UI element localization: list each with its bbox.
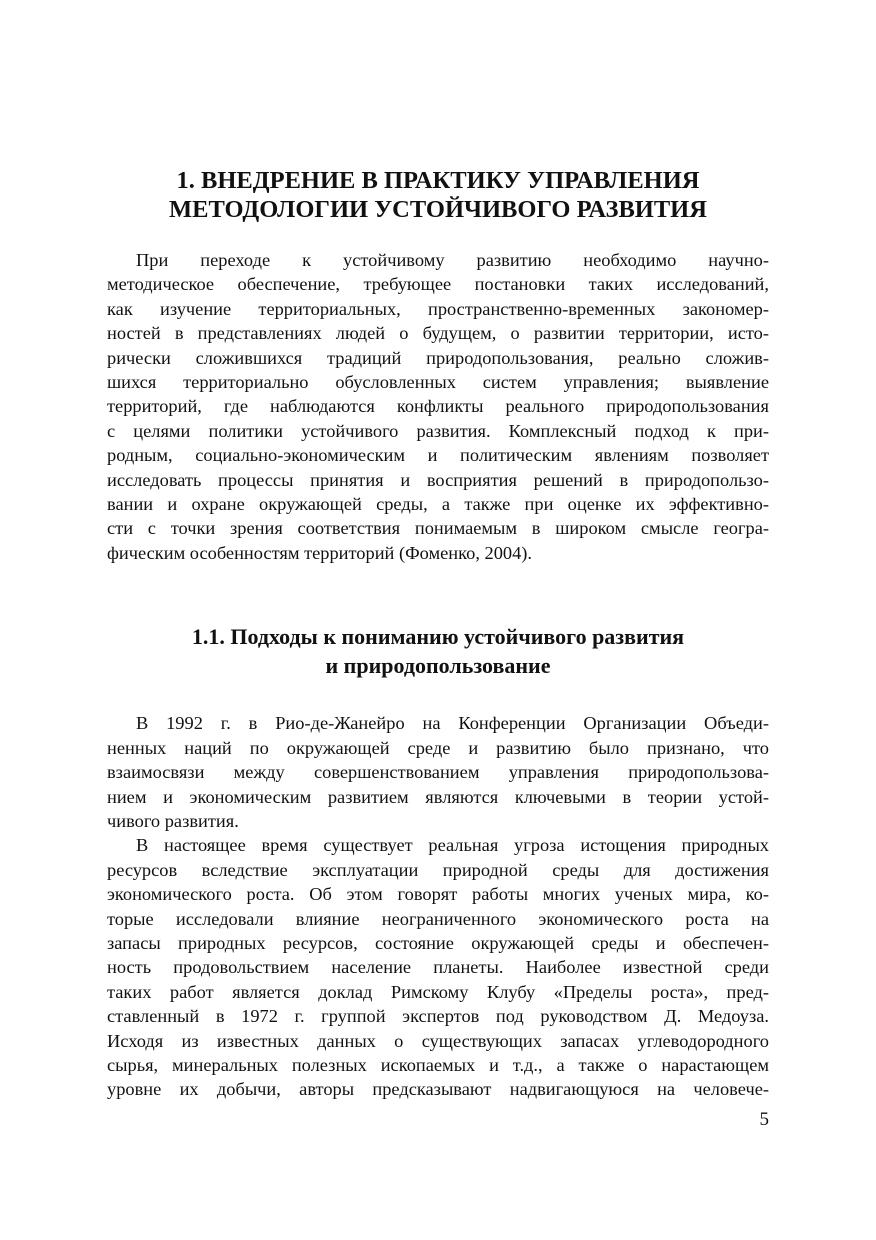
- text-line: как изучение территориальных, пространственно-временных закономер-: [107, 298, 769, 319]
- section-title-line: и природопользование: [325, 653, 551, 679]
- page-number: 5: [759, 1109, 769, 1130]
- text-line: с целями политики устойчивого развития. Комплексный подход к при-: [107, 420, 769, 441]
- chapter-title-line: МЕТОДОЛОГИИ УСТОЙЧИВОГО РАЗВИТИЯ: [169, 196, 707, 223]
- text-line: В 1992 г. в Рио-де-Жанейро на Конференции Организации Объеди-: [136, 713, 769, 734]
- text-line: сти с точки зрения соответствия понимаемым в широком смысле геогра-: [107, 518, 769, 539]
- section-title: [107, 622, 769, 680]
- section-paragraph-2: [107, 833, 769, 1101]
- text-line: взаимосвязи между совершенствованием управления природопользова-: [107, 762, 769, 783]
- text-line: запасы природных ресурсов, состояние окружающей среды и обеспечен-: [107, 932, 769, 953]
- text-line: ставленный в 1972 г. группой экспертов под руководством Д. Медоуза.: [107, 1006, 769, 1027]
- text-line: Исходя из известных данных о существующих запасах углеводородного: [107, 1030, 769, 1051]
- chapter-intro-paragraph: [107, 248, 769, 565]
- text-line: экономического роста. Об этом говорят работы многих ученых мира, ко-: [107, 884, 769, 905]
- text-line: таких работ является доклад Римскому Клубу «Пределы роста», пред-: [107, 981, 769, 1002]
- text-line: фическим особенностям территорий (Фоменко, 2004).: [107, 542, 533, 563]
- text-line: чивого развития.: [107, 810, 239, 831]
- text-line: ность продовольствием население планеты. Наиболее известной среди: [107, 957, 769, 978]
- text-line: В настоящее время существует реальная угроза истощения природных: [136, 835, 769, 856]
- page-content: [107, 166, 769, 1102]
- text-line: территорий, где наблюдаются конфликты реального природопользования: [107, 396, 769, 417]
- text-line: уровне их добычи, авторы предсказывают надвигающуюся на человече-: [107, 1079, 769, 1100]
- text-line: ностей в представлениях людей о будущем, о развитии территории, исто-: [107, 323, 769, 344]
- section-spacer: [107, 565, 769, 622]
- text-line: методическое обеспечение, требующее постановки таких исследований,: [107, 274, 769, 295]
- text-line: ненных наций по окружающей среде и развитию было признано, что: [107, 737, 769, 758]
- text-line: торые исследовали влияние неограниченного экономического роста на: [107, 908, 769, 929]
- text-line: При переходе к устойчивому развитию необходимо научно-: [136, 250, 769, 270]
- text-line: шихся территориально обусловленных систем управления; выявление: [107, 372, 769, 393]
- section-paragraph-1: [107, 711, 769, 833]
- section-title-line: 1.1. Подходы к пониманию устойчивого развития: [191, 624, 685, 650]
- text-line: исследовать процессы принятия и восприятия решений в природопользо-: [107, 469, 769, 490]
- text-line: родным, социально-экономическим и политическим явлениям позволяет: [107, 445, 769, 466]
- text-line: рически сложившихся традиций природопользования, реально сложив-: [107, 347, 769, 368]
- text-line: вании и охране окружающей среды, а также при оценке их эффективно-: [107, 494, 769, 515]
- text-line: нием и экономическим развитием являются ключевыми в теории устой-: [107, 786, 769, 807]
- chapter-title-line: 1. ВНЕДРЕНИЕ В ПРАКТИКУ УПРАВЛЕНИЯ: [176, 167, 700, 194]
- chapter-title: [107, 166, 769, 224]
- text-line: сырья, минеральных полезных ископаемых и т.д., а также о нарастающем: [107, 1054, 769, 1075]
- text-line: ресурсов вследствие эксплуатации природной среды для достижения: [107, 859, 769, 880]
